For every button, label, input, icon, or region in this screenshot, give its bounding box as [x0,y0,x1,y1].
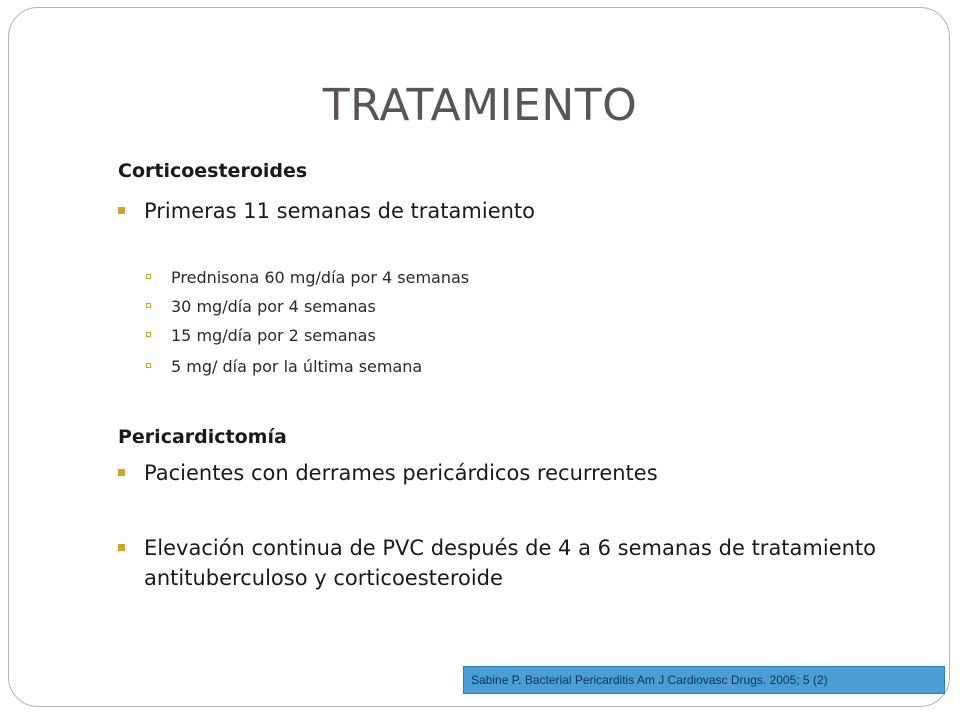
bullet-item [118,533,918,593]
bullet-text: Pacientes con derrames pericárdicos recurrentes [144,461,658,485]
square-bullet-icon [118,544,125,551]
citation-box: Sabine P. Bacterial Pericarditis Am J Cardiovasc Drugs. 2005; 5 (2) [463,666,945,694]
sub-bullet-text: 15 mg/día por 2 semanas [171,326,376,345]
hollow-square-bullet-icon [146,274,151,279]
section-heading-pericardictomia: Pericardictomía [118,426,287,448]
sub-bullet-item [146,357,846,377]
square-bullet-icon [118,207,125,214]
hollow-square-bullet-icon [146,363,151,368]
square-bullet-icon [118,469,125,476]
sub-bullet-item [146,297,846,317]
bullet-text: Primeras 11 semanas de tratamiento [144,199,536,223]
sub-bullet-text: 30 mg/día por 4 semanas [171,297,376,316]
sub-bullet-text: Prednisona 60 mg/día por 4 semanas [171,268,470,287]
sub-bullet-item [146,326,846,346]
sub-bullet-text: 5 mg/ día por la última semana [171,357,423,376]
sub-bullet-item [146,268,846,288]
bullet-text: Elevación continua de PVC después de 4 a 6 semanas de tratamiento antituberculoso y corticoesteroide [144,536,877,590]
bullet-item [118,196,918,226]
slide-title: TRATAMIENTO [322,80,638,131]
bullet-item [118,458,918,488]
hollow-square-bullet-icon [146,303,151,308]
section-heading-corticoesteroides: Corticoesteroides [118,160,308,182]
hollow-square-bullet-icon [146,332,151,337]
